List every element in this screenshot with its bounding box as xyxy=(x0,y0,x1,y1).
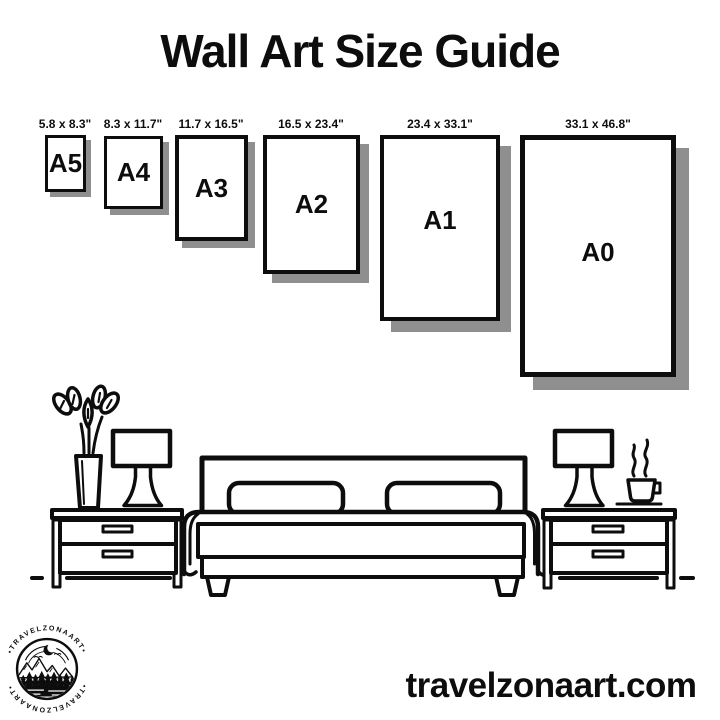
size-box-a4: A4 xyxy=(104,136,163,209)
size-box-a1: A1 xyxy=(380,135,500,321)
size-box-a2: A2 xyxy=(263,135,360,274)
bed-leg xyxy=(496,577,518,595)
size-box-a0: A0 xyxy=(520,135,676,377)
size-dimensions-a5: 5.8 x 8.3" xyxy=(38,117,92,131)
lamp-right-icon xyxy=(555,431,612,506)
bedroom-illustration xyxy=(0,378,720,608)
logo-text-bottom: •TRAVELZONAART• xyxy=(6,683,88,713)
logo-text-top: •TRAVELZONAART• xyxy=(6,625,88,655)
nightstand-left xyxy=(52,510,182,587)
size-dimensions-a1: 23.4 x 33.1" xyxy=(407,117,473,131)
size-dimensions-a2: 16.5 x 23.4" xyxy=(278,117,344,131)
size-dimensions-a0: 33.1 x 46.8" xyxy=(565,117,631,131)
bed-icon xyxy=(184,458,550,595)
coffee-cup-icon xyxy=(617,440,661,504)
size-box-a3: A3 xyxy=(175,135,248,241)
page-title: Wall Art Size Guide xyxy=(160,25,560,77)
size-dimensions-a3: 11.7 x 16.5" xyxy=(178,117,244,131)
bed-base xyxy=(202,557,523,577)
pillow-left xyxy=(229,483,343,514)
size-box-a5: A5 xyxy=(45,135,86,192)
pillow-right xyxy=(387,483,500,514)
mattress-band xyxy=(198,524,524,557)
lamp-left-icon xyxy=(113,431,170,506)
website-url: travelzonaart.com xyxy=(405,666,697,705)
bed-leg xyxy=(207,577,229,595)
size-dimensions-a4: 8.3 x 11.7" xyxy=(103,117,163,131)
brand-logo xyxy=(3,625,91,713)
